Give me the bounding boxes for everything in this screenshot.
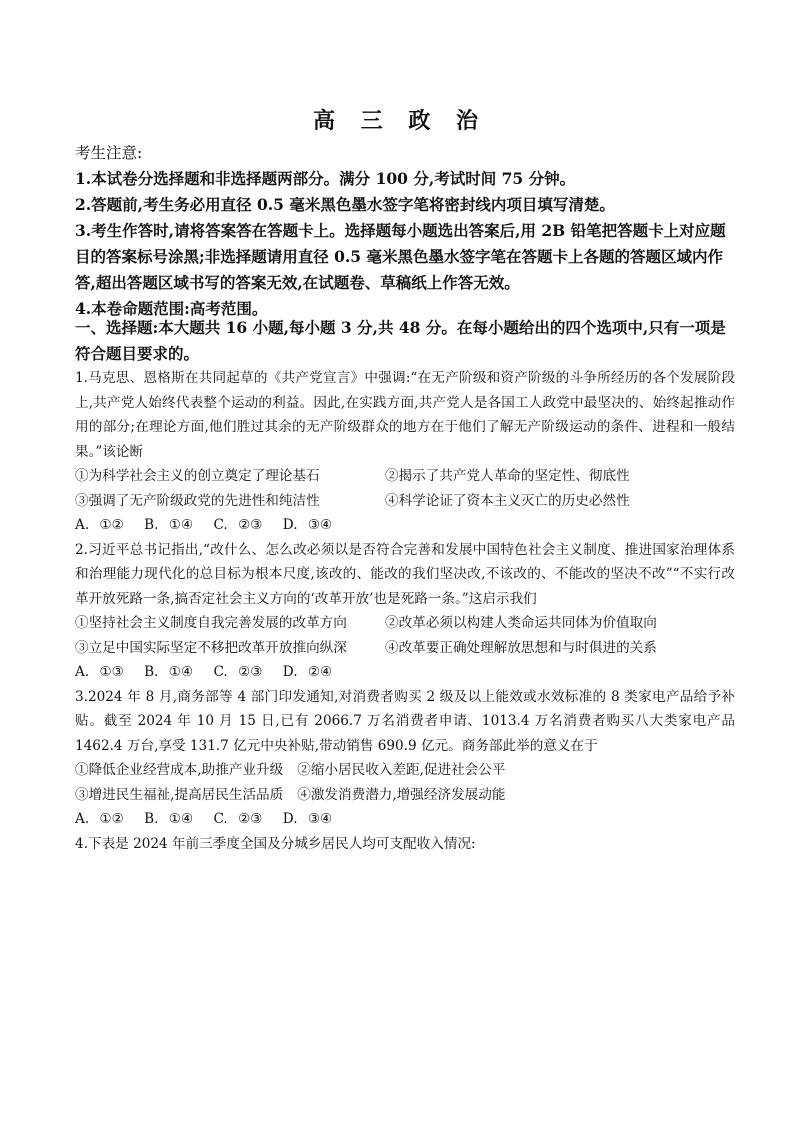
option: ②改革必须以构建人类命运共同体为价值取向 [385, 615, 657, 631]
answer-choice: D. ③④ [282, 517, 333, 533]
option: ②揭示了共产党人革命的坚定性、彻底性 [385, 468, 630, 484]
option: ③立足中国实际坚定不移把改革开放推向纵深 [75, 639, 347, 656]
answer-choice: D. ③④ [282, 811, 333, 827]
option-row [75, 636, 735, 661]
notice-item: 3.考生作答时,请将答案答在答题卡上。选择题每小题选出答案后,用 2B 铅笔把答题卡上对应题目的答案标号涂黑;非选择题请用直径 0.5 毫米黑色墨水签字笔在答题卡上各题的答题区域内作答,超出答题区域书写的答案无效,在试题卷、草稿纸上作答无效。 [75, 221, 726, 292]
question-list [75, 366, 735, 856]
question-2 [75, 538, 735, 685]
answer-choice: A. ①② [75, 811, 124, 827]
question-stem: 1.马克思、恩格斯在共同起草的《共产党宣言》中强调:“在无产阶级和资产阶级的斗争所经历的各个发展阶段上,共产党人始终代表整个运动的利益。因此,在实践方面,共产党人是各国工人政党中最坚决的、始终起推动作用的部分;在理论方面,他们胜过其余的无产阶级群众的地方在于他们了解无产阶级运动的条件、进程和一般结果。”该论断 [75, 370, 735, 460]
question-stem: 4.下表是 2024 年前三季度全国及分城乡居民人均可支配收入情况: [75, 835, 476, 852]
option: ③增进民生福祉,提高居民生活品质 [75, 786, 284, 803]
answer-choices [75, 660, 735, 685]
answer-choice: B. ①④ [144, 811, 194, 827]
notice-item: 1.本试卷分选择题和非选择题两部分。满分 100 分,考试时间 75 分钟。 [75, 169, 576, 188]
option: ②缩小居民收入差距,促进社会公平 [297, 762, 506, 778]
answer-choice: D. ②④ [282, 664, 333, 680]
question-3 [75, 685, 735, 832]
option-row [75, 758, 735, 783]
option-row [75, 464, 735, 489]
answer-choice: A. ①③ [75, 664, 124, 680]
option-row [75, 611, 735, 636]
answer-choice: C. ②③ [213, 811, 263, 827]
option: ④激发消费潜力,增强经济发展动能 [297, 786, 506, 803]
option: ③强调了无产阶级政党的先进性和纯洁性 [75, 492, 320, 509]
answer-choices [75, 513, 735, 538]
option: ④科学论证了资本主义灭亡的历史必然性 [385, 492, 630, 509]
notice-item: 2.答题前,考生务必用直径 0.5 毫米黑色墨水签字笔将密封线内项目填写清楚。 [75, 195, 615, 214]
notice-label: 考生注意: [75, 144, 143, 162]
question-stem: 2.习近平总书记指出,“改什么、怎么改必须以是否符合完善和发展中国特色社会主义制度、推进国家治理体系和治理能力现代化的总目标为根本尺度,该改的、能改的我们坚决改,不该改的、不能改的坚决不改”“不实行改革开放死路一条,搞否定社会主义方向的‘改革开放’也是死路一条。”这启示我们 [75, 541, 735, 607]
question-1 [75, 366, 735, 538]
option: ①为科学社会主义的创立奠定了理论基石 [75, 468, 320, 484]
answer-choice: C. ②③ [213, 664, 263, 680]
answer-choice: A. ①② [75, 517, 124, 533]
page-title: 高 三 政 治 [313, 109, 487, 134]
option: ①降低企业经营成本,助推产业升级 [75, 762, 284, 778]
answer-choice: C. ②③ [213, 517, 263, 533]
answer-choices [75, 807, 735, 832]
answer-choice: B. ①④ [144, 517, 194, 533]
option: ④改革要正确处理解放思想和与时俱进的关系 [385, 639, 657, 656]
notice-item: 4.本卷命题范围:高考范围。 [75, 299, 268, 318]
question-4 [75, 832, 735, 857]
option: ①坚持社会主义制度自我完善发展的改革方向 [75, 615, 347, 631]
option-row [75, 489, 735, 514]
answer-choice: B. ①④ [144, 664, 194, 680]
question-stem: 3.2024 年 8 月,商务部等 4 部门印发通知,对消费者购买 2 级及以上能效或水效标准的 8 类家电产品给予补贴。截至 2024 年 10 月 15 日,已有 2066.7 万名消费者申请、1013.4 万名消费者购买八大类家电产品 1462.4 万台,享受 131.7 亿元中央补贴,带动销售 690.9 亿元。商务部此举的意义在于 [75, 688, 735, 754]
option-row [75, 783, 735, 808]
section-one-heading: 一、选择题:本大题共 16 小题,每小题 3 分,共 48 分。在每小题给出的四个选项中,只有一项是符合题目要求的。 [75, 318, 726, 363]
candidate-notice [75, 140, 735, 322]
